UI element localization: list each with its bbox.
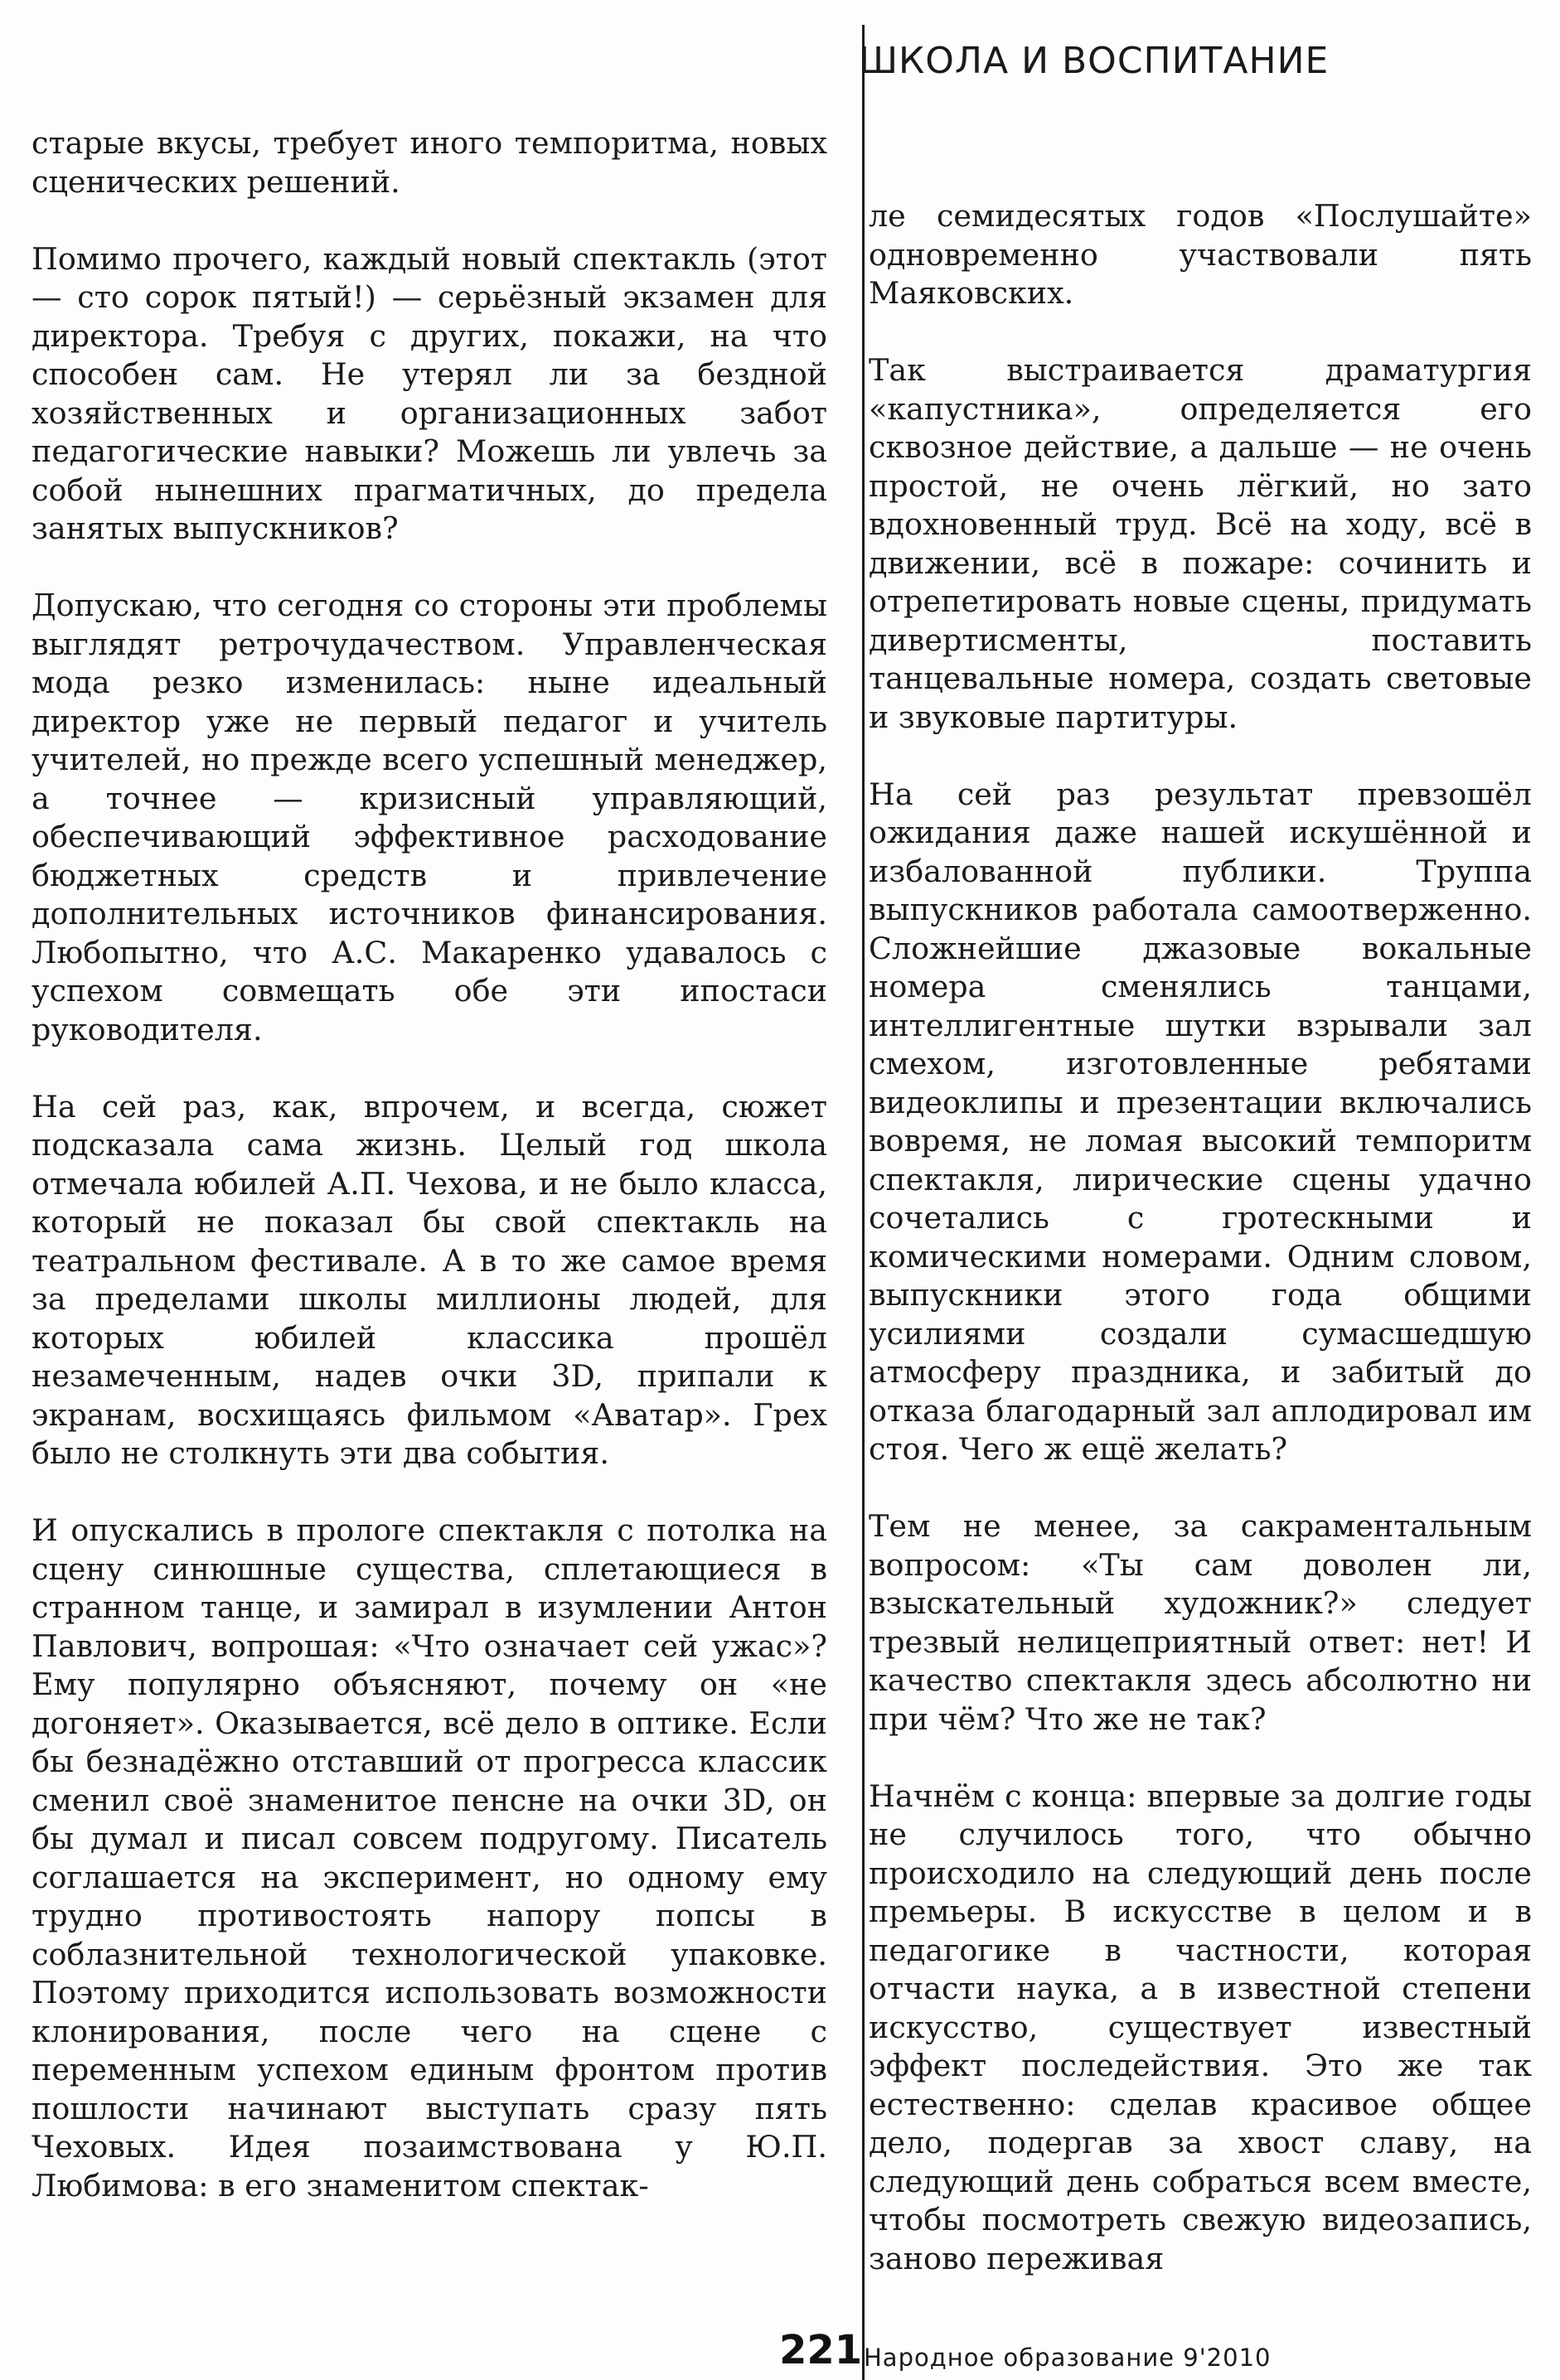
paragraph: Начнём с конца: впервые за долгие годы не случилось того, что обычно происходило на следующий день после премьеры. В искусстве в целом и в педагогике в частности, которая отчасти наука, а в известной степени искусство, существует известный эффект последействия. Это же так естественно: сделав красивое общее дело, подергав за хвост славу, на следующий день собраться всем вместе, чтобы посмотреть свежую видеозапись, заново переживая: [869, 1778, 1532, 2276]
paragraph: На сей раз результат превзошёл ожидания даже нашей искушённой и избалованной публики. Труппа выпускников работала самоотверженно. Сложнейшие джазовые вокальные номера сменялись танцами, интеллигентные шутки взрывали зал смехом, изготовленные ребятами видеоклипы и презентации включались вовремя, не ломая высокий темпоритм спектакля, лирические сцены удачно сочетались с гротескными и комическими номерами. Одним словом, выпускники этого года общими усилиями создали сумасшедшую атмосферу праздника, и забитый до отказа благодарный зал аплодировал им стоя. Чего ж ещё желать?: [869, 776, 1532, 1467]
paragraph: Допускаю, что сегодня со стороны эти проблемы выглядят ретрочудачеством. Управленческая мода резко изменилась: ныне идеальный директор уже не первый педагог и учитель учителей, но прежде всего успешный менеджер, а точнее — кризисный управляющий, обеспечивающий эффективное расходование бюджетных средств и привлечение дополнительных источников финансирования. Любопытно, что А.С. Макаренко удавалось с успехом совмещать обе эти ипостаси руководителя.: [31, 588, 827, 1047]
section-header: ШКОЛА И ВОСПИТАНИЕ: [859, 40, 1330, 82]
journal-footer: Народное образование 9'2010: [864, 2344, 1272, 2372]
paragraph: ле семидесятых годов «Послушайте» одновременно участвовали пять Маяковских.: [869, 198, 1532, 311]
paragraph: На сей раз, как, впрочем, и всегда, сюжет подсказала сама жизнь. Целый год школа отмечала юбилей А.П. Чехова, и не было класса, который не показал бы свой спектакль на театральном фестивале. А в то же самое время за пределами школы миллионы людей, для которых юбилей классика прошёл незамеченным, надев очки 3D, припали к экранам, восхищаясь фильмом «Аватар». Грех было не столкнуть эти два события.: [31, 1088, 827, 1471]
page-number: 221: [779, 2327, 863, 2373]
paragraph: Так выстраивается драматургия «капустника», определяется его сквозное действие, а дальше — не очень простой, не очень лёгкий, но зато вдохновенный труд. Всё на ходу, всё в движении, всё в пожаре: сочинить и отрепетировать новые сцены, придумать дивертисменты, поставить танцевальные номера, создать световые и звуковые партитуры.: [869, 352, 1532, 735]
paragraph: И опускались в прологе спектакля с потолка на сцену синюшные существа, сплетающиеся в странном танце, и замирал в изумлении Антон Павлович, вопрошая: «Что означает сей ужас»? Ему популярно объясняют, почему он «не догоняет». Оказывается, всё дело в оптике. Если бы безнадёжно отставший от прогресса классик сменил своё знаменитое пенсне на очки 3D, он бы думал и писал совсем подругому. Писатель соглашается на эксперимент, но одному ему трудно противостоять напору попсы в соблазнительной технологической упаковке. Поэтому приходится использовать возможности клонирования, после чего на сцене с переменным успехом единым фронтом против пошлости начинают выступать сразу пять Чеховых. Идея позаимствована у Ю.П. Любимова: в его знаменитом спектак-: [31, 1512, 827, 2203]
paragraph: Помимо прочего, каждый новый спектакль (этот — сто сорок пятый!) — серьёзный экзамен для директора. Требуя с других, покажи, на что способен сам. Не утерял ли за бездной хозяйственных и организационных забот педагогические навыки? Можешь ли увлечь за собой нынешних прагматичных, до предела занятых выпускников?: [31, 240, 827, 546]
right-text-column: [869, 197, 1532, 2278]
paragraph: старые вкусы, требует иного темпоритма, новых сценических решений.: [31, 125, 827, 200]
left-text-column: [31, 124, 827, 2205]
paragraph: Тем не менее, за сакраментальным вопросом: «Ты сам доволен ли, взыскательный художник?» следует трезвый нелицеприятный ответ: нет! И качество спектакля здесь абсолютно ни при чём? Что же не так?: [869, 1508, 1532, 1737]
column-divider-rule: [862, 25, 865, 2380]
